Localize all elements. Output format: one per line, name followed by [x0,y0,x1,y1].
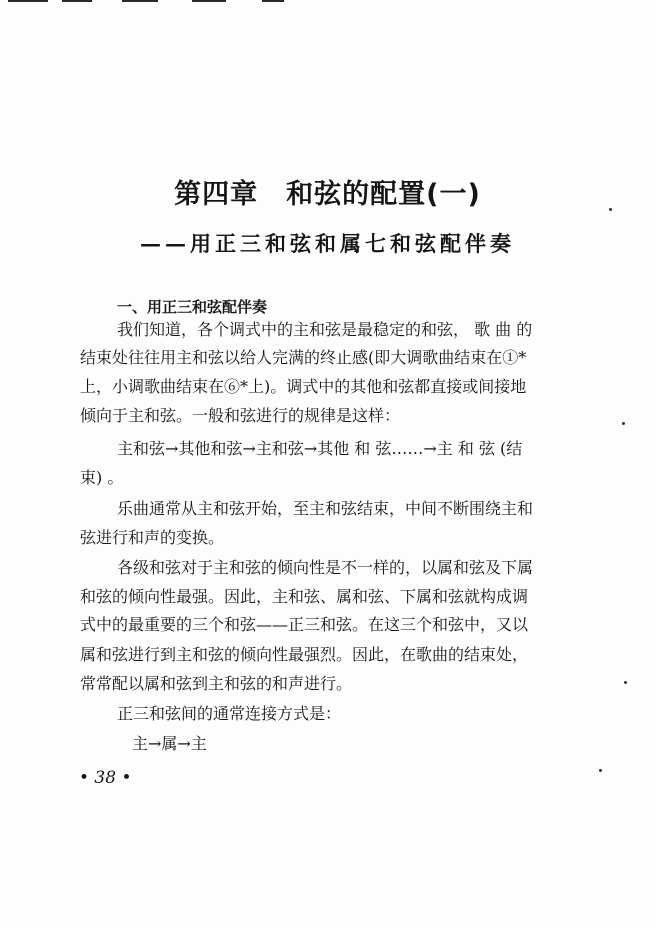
body-line: 上，小调歌曲结束在⑥*上)。调式中的其他和弦都直接或间接地 [80,377,527,396]
body-line: 结束处往往用主和弦以给人完满的终止感(即大调歌曲结束在①* [80,348,527,367]
scan-speck [624,681,627,684]
top-edge-rule [192,0,226,2]
body-line: 乐曲通常从主和弦开始，至主和弦结束，中间不断围绕主和 [117,499,534,518]
body-line: 弦进行和声的变换。 [80,528,225,547]
body-line: 主和弦→其他和弦→主和弦→其他 和 弦……→主 和 弦 (结 [117,439,523,458]
body-line: 束) 。 [80,468,124,487]
body-line: 我们知道，各个调式中的主和弦是最稳定的和弦， 歌 曲 的 [117,320,533,339]
scan-speck [599,769,602,772]
body-line: 和弦的倾向性最强。因此，主和弦、属和弦、下属和弦就构成调 [80,587,529,606]
top-edge-rule [122,0,158,2]
body-line: 式中的最重要的三个和弦——正三和弦。在这三个和弦中，又以 [80,615,529,634]
scan-speck [609,208,612,211]
scan-speck [622,422,625,425]
chapter-title: 第四章 和弦的配置(一) [174,179,481,210]
body-line: 属和弦进行到主和弦的倾向性最强烈。因此，在歌曲的结束处， [80,645,529,664]
top-edge-rule [262,0,284,2]
chapter-subtitle: ——用正三和弦和属七和弦配伴奏 [140,231,515,256]
top-edge-rule [62,0,92,2]
body-line: 正三和弦间的通常连接方式是： [117,704,342,723]
body-line: 常常配以属和弦到主和弦的和声进行。 [80,674,353,693]
body-line: 主→属→主 [132,734,207,753]
page-number: • 38 • [79,768,132,788]
body-line: 倾向于主和弦。一般和弦进行的规律是这样： [80,406,401,425]
section-heading: 一、用正三和弦配伴奏 [117,298,268,316]
top-edge-rule [8,0,48,2]
body-line: 各级和弦对于主和弦的倾向性是不一样的，以属和弦及下属 [117,558,534,577]
